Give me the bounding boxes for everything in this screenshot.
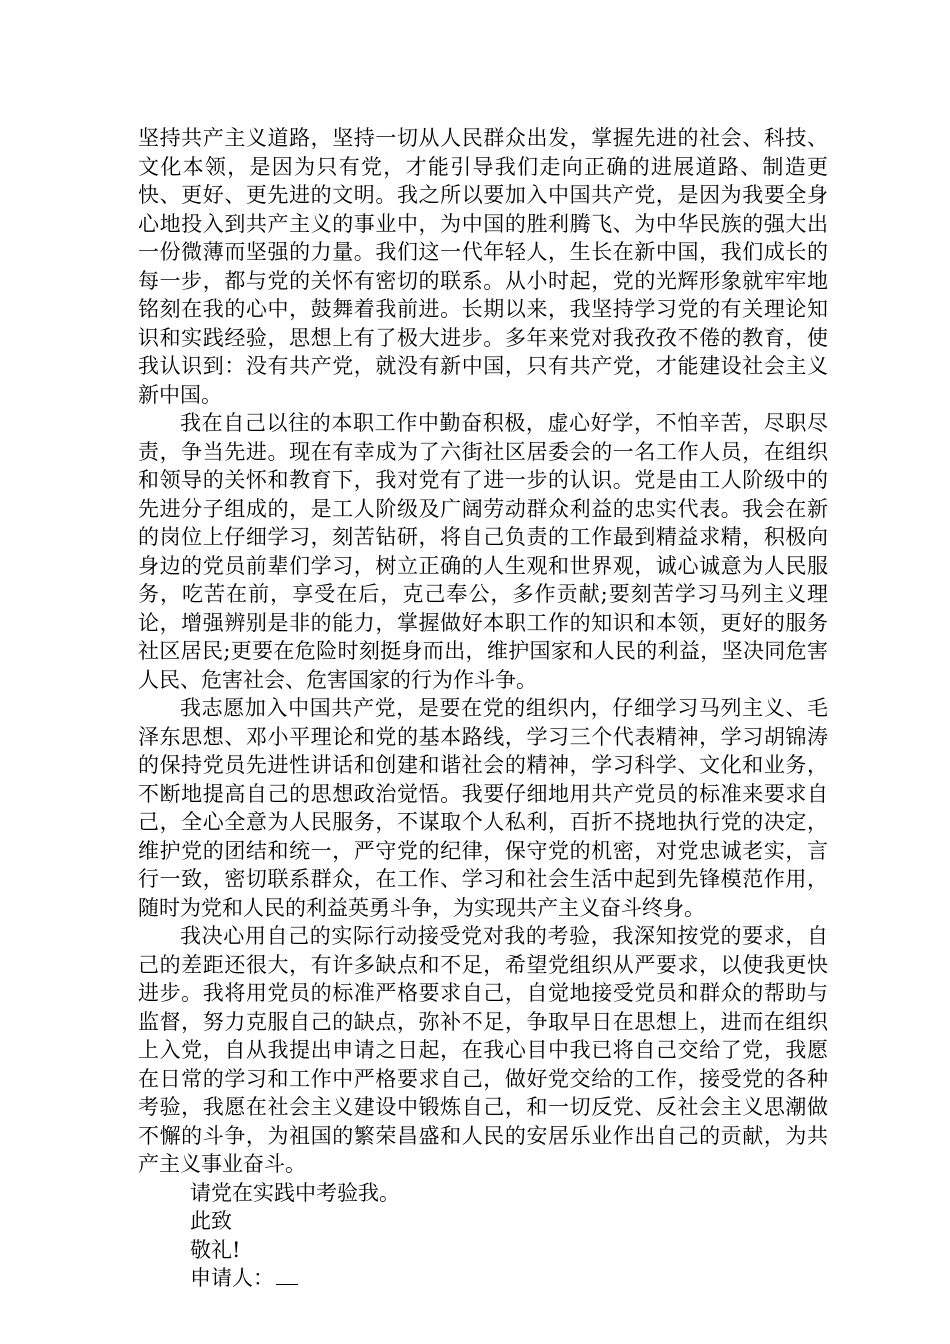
closing-jing-li: 敬礼! bbox=[190, 1237, 241, 1262]
paragraph-2: 我在自己以往的本职工作中勤奋积极，虚心好学，不怕辛苦，尽职尽责，争当先进。现在有幸成为了六街社区居委会的一名工作人员，在组织和领导的关怀和教育下，我对党有了进一步的认识。党是由工人阶级中的先进分子组成的，是工人阶级及广阔劳动群众利益的忠实代表。我会在新的岗位上仔细学习，刻苦钻研，将自己负责的工作最到精益求精，积极向身边的党员前辈们学习，树立正确的人生观和世界观，诚心诚意为人民服务，吃苦在前，享受在后，克己奉公，多作贡献;要刻苦学习马列主义理论，增强辨别是非的能力，掌握做好本职工作的知识和本领，更好的服务社区居民;更要在危险时刻挺身而出，维护国家和人民的利益，坚决同危害人民、危害社会、危害国家的行为作斗争。 bbox=[138, 411, 828, 692]
signature-blank bbox=[276, 1266, 298, 1285]
paragraph-3: 我志愿加入中国共产党，是要在党的组织内，仔细学习马列主义、毛泽东思想、邓小平理论和党的基本路线，学习三个代表精神，学习胡锦涛的保持党员先进性讲话和创建和谐社会的精神，学习科学、文化和业务，不断地提高自己的思想政治觉悟。我要仔细地用共产党员的标准来要求自己，全心全意为人民服务，不谋取个人私利，百折不挠地执行党的决定，维护党的团结和统一，严守党的纪律，保守党的机密，对党忠诚老实，言行一致，密切联系群众，在工作、学习和社会生活中起到先锋模范作用，随时为党和人民的利益英勇斗争，为实现共产主义奋斗终身。 bbox=[138, 696, 828, 920]
paragraph-4: 我决心用自己的实际行动接受党对我的考验，我深知按党的要求，自己的差距还很大，有许多缺点和不足，希望党组织从严要求，以使我更快进步。我将用党员的标准严格要求自己，自觉地接受党员和群众的帮助与监督，努力克服自己的缺点，弥补不足，争取早日在思想上，进而在组织上入党，自从我提出申请之日起，在我心目中我已将自己交给了党，我愿在日常的学习和工作中严格要求自己，做好党交给的工作，接受党的各种考验，我愿在社会主义建设中锻炼自己，和一切反党、反社会主义思潮做不懈的斗争，为祖国的繁荣昌盛和人民的安居乐业作出自己的贡献，为共产主义事业奋斗。 bbox=[138, 924, 828, 1176]
closing-request: 请党在实践中考验我。 bbox=[190, 1180, 400, 1205]
letter-body bbox=[138, 124, 828, 1293]
applicant-label: 申请人： bbox=[190, 1266, 274, 1290]
closing-ci-zhi: 此致 bbox=[190, 1209, 232, 1233]
applicant-line bbox=[138, 1264, 828, 1293]
paragraph-1: 坚持共产主义道路，坚持一切从人民群众出发，掌握先进的社会、科技、文化本领，是因为只有党，才能引导我们走向正确的进展道路、制造更快、更好、更先进的文明。我之所以要加入中国共产党，是因为我要全身心地投入到共产主义的事业中，为中国的胜利腾飞、为中华民族的强大出一份微薄而坚强的力量。我们这一代年轻人，生长在新中国，我们成长的每一步，都与党的关怀有密切的联系。从小时起，党的光辉形象就牢牢地铭刻在我的心中，鼓舞着我前进。长期以来，我坚持学习党的有关理论知识和实践经验，思想上有了极大进步。多年来党对我孜孜不倦的教育，使我认识到：没有共产党，就没有新中国，只有共产党，才能建设社会主义新中国。 bbox=[138, 126, 828, 407]
